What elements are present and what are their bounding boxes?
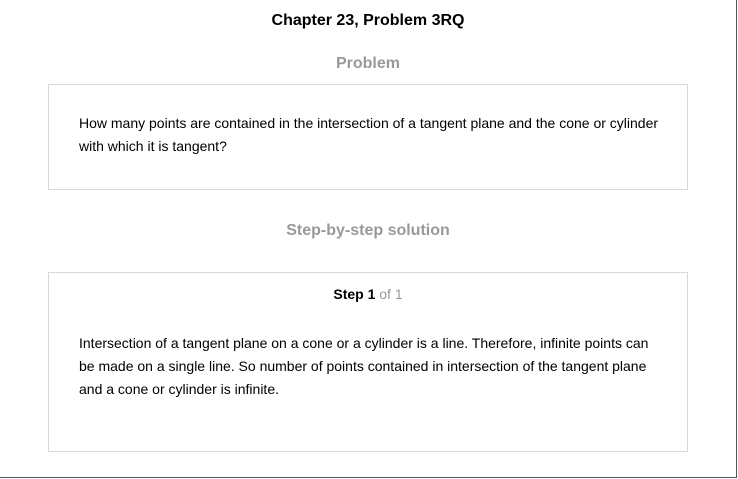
step-label: Step 1 bbox=[333, 286, 376, 302]
chapter-title: Chapter 23, Problem 3RQ bbox=[271, 12, 465, 29]
solution-text: Intersection of a tangent plane on a cone or a cylinder is a line. Therefore, infinite points can be made on a single line. So number of points contained in intersection of the tangent plane and a cone or cylinder is infinite. bbox=[79, 335, 649, 397]
problem-card bbox=[48, 84, 688, 190]
problem-text: How many points are contained in the intersection of a tangent plane and the cone or cylinder with which it is tangent? bbox=[79, 115, 659, 154]
step-count: of 1 bbox=[379, 286, 403, 302]
step-header bbox=[49, 286, 687, 302]
solution-card bbox=[48, 272, 688, 452]
solution-heading: Step-by-step solution bbox=[286, 222, 450, 239]
problem-heading: Problem bbox=[335, 55, 400, 72]
